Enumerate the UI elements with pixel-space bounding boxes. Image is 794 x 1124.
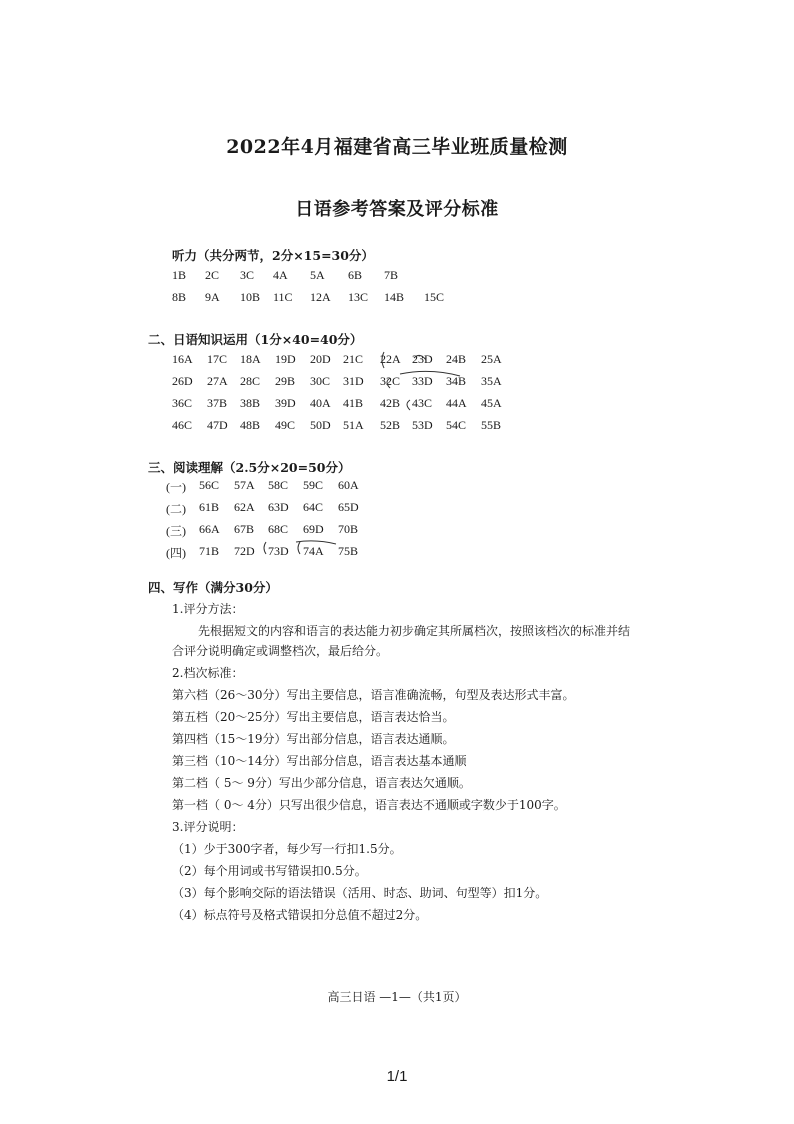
scoring-note: （3）每个影响交际的语法错误（活用、时态、助词、句型等）扣1分。	[172, 886, 548, 900]
answer-cell: 22A	[380, 352, 401, 366]
answer-cell: 44A	[446, 396, 467, 410]
answer-cell: 15C	[424, 290, 445, 304]
answer-cell: 60A	[338, 478, 359, 492]
answer-cell: 46C	[172, 418, 193, 432]
level-item: 第一档（ 0～ 4分）只写出很少信息，语言表达不通顺或字数少于100字。	[172, 798, 566, 812]
answer-cell: 51A	[343, 418, 364, 432]
level-item: 第六档（26～30分）写出主要信息，语言准确流畅，句型及表达形式丰富。	[172, 688, 575, 702]
answer-cell: 37B	[207, 396, 228, 410]
answer-cell: 42B	[380, 396, 401, 410]
answer-cell: 48B	[240, 418, 261, 432]
scoring-method-text: 合评分说明确定或调整档次，最后给分。	[172, 644, 389, 658]
answer-cell: 21C	[343, 352, 364, 366]
group-label: (三)	[166, 524, 186, 538]
answer-cell: 4A	[273, 268, 288, 282]
answer-cell: 28C	[240, 374, 261, 388]
answer-cell: 65D	[338, 500, 359, 514]
answer-cell: 41B	[343, 396, 364, 410]
answer-cell: 2C	[205, 268, 220, 282]
answer-cell: 6B	[348, 268, 363, 282]
answer-cell: 69D	[303, 522, 324, 536]
answer-cell: 53D	[412, 418, 433, 432]
answer-cell: 73D	[268, 544, 289, 558]
level-item: 第三档（10～14分）写出部分信息，语言表达基本通顺	[172, 754, 467, 768]
document-title: 2022年4月福建省高三毕业班质量检测	[226, 136, 568, 158]
answer-cell: 30C	[310, 374, 331, 388]
scoring-note: （4）标点符号及格式错误扣分总值不超过2分。	[172, 908, 428, 922]
answer-cell: 59C	[303, 478, 324, 492]
answer-cell: 3C	[240, 268, 255, 282]
answer-cell: 36C	[172, 396, 193, 410]
answer-cell: 26D	[172, 374, 193, 388]
answer-cell: 72D	[234, 544, 255, 558]
answer-cell: 43C	[412, 396, 433, 410]
answer-cell: 75B	[338, 544, 359, 558]
answer-cell: 23D	[412, 352, 433, 366]
answer-cell: 35A	[481, 374, 502, 388]
scoring-note: （1）少于300字者，每少写一行扣1.5分。	[172, 842, 402, 856]
answer-cell: 55B	[481, 418, 502, 432]
level-item: 第二档（ 5～ 9分）写出少部分信息，语言表达欠通顺。	[172, 776, 471, 790]
answer-cell: 57A	[234, 478, 255, 492]
section-listening-heading: 听力（共分两节，2分×15=30分）	[172, 248, 374, 263]
page-indicator: 1/1	[386, 1068, 408, 1085]
answer-cell: 71B	[199, 544, 220, 558]
answer-cell: 7B	[384, 268, 399, 282]
answer-cell: 45A	[481, 396, 502, 410]
answer-cell: 70B	[338, 522, 359, 536]
answer-cell: 8B	[172, 290, 187, 304]
scoring-notes-title: 3.评分说明：	[172, 820, 244, 834]
answer-cell: 67B	[234, 522, 255, 536]
level-item: 第五档（20～25分）写出主要信息，语言表达恰当。	[172, 710, 455, 724]
answer-cell: 52B	[380, 418, 401, 432]
answer-cell: 29B	[275, 374, 296, 388]
answer-cell: 74A	[303, 544, 324, 558]
answer-cell: 5A	[310, 268, 325, 282]
answer-cell: 66A	[199, 522, 220, 536]
answer-cell: 56C	[199, 478, 220, 492]
answer-cell: 16A	[172, 352, 193, 366]
answer-cell: 14B	[384, 290, 405, 304]
answer-cell: 25A	[481, 352, 502, 366]
answer-cell: 32C	[380, 374, 401, 388]
answer-cell: 33D	[412, 374, 433, 388]
answer-cell: 39D	[275, 396, 296, 410]
answer-cell: 47D	[207, 418, 228, 432]
answer-cell: 64C	[303, 500, 324, 514]
answer-cell: 12A	[310, 290, 331, 304]
answer-cell: 38B	[240, 396, 261, 410]
scoring-method-title: 1.评分方法：	[172, 602, 244, 616]
answer-cell: 9A	[205, 290, 220, 304]
level-standard-title: 2.档次标准：	[172, 666, 244, 680]
answer-cell: 1B	[172, 268, 187, 282]
section-reading-heading: 三、阅读理解（2.5分×20=50分）	[148, 460, 351, 475]
answer-cell: 17C	[207, 352, 228, 366]
answer-cell: 31D	[343, 374, 364, 388]
answer-cell: 10B	[240, 290, 261, 304]
answer-cell: 19D	[275, 352, 296, 366]
group-label: (二)	[166, 502, 186, 516]
answer-cell: 18A	[240, 352, 261, 366]
answer-cell: 62A	[234, 500, 255, 514]
answer-cell: 34B	[446, 374, 467, 388]
scoring-note: （2）每个用词或书写错误扣0.5分。	[172, 864, 367, 878]
document-subtitle: 日语参考答案及评分标准	[295, 199, 499, 220]
answer-cell: 27A	[207, 374, 228, 388]
answer-cell: 11C	[273, 290, 293, 304]
answer-cell: 24B	[446, 352, 467, 366]
answer-cell: 54C	[446, 418, 467, 432]
answer-cell: 68C	[268, 522, 289, 536]
answer-cell: 50D	[310, 418, 331, 432]
scoring-method-text: 先根据短文的内容和语言的表达能力初步确定其所属档次，按照该档次的标准并结	[198, 624, 631, 638]
answer-cell: 20D	[310, 352, 331, 366]
group-label: (一)	[166, 480, 186, 494]
answer-cell: 58C	[268, 478, 289, 492]
section-writing-heading: 四、写作（满分30分）	[148, 580, 278, 595]
answer-cell: 61B	[199, 500, 220, 514]
answer-cell: 63D	[268, 500, 289, 514]
answer-cell: 40A	[310, 396, 331, 410]
page-footer: 高三日语 —1—（共1页）	[327, 990, 467, 1004]
section-knowledge-heading: 二、日语知识运用（1分×40=40分）	[148, 332, 363, 347]
answer-cell: 49C	[275, 418, 296, 432]
level-item: 第四档（15～19分）写出部分信息，语言表达通顺。	[172, 732, 455, 746]
group-label: (四)	[166, 546, 186, 560]
answer-cell: 13C	[348, 290, 369, 304]
